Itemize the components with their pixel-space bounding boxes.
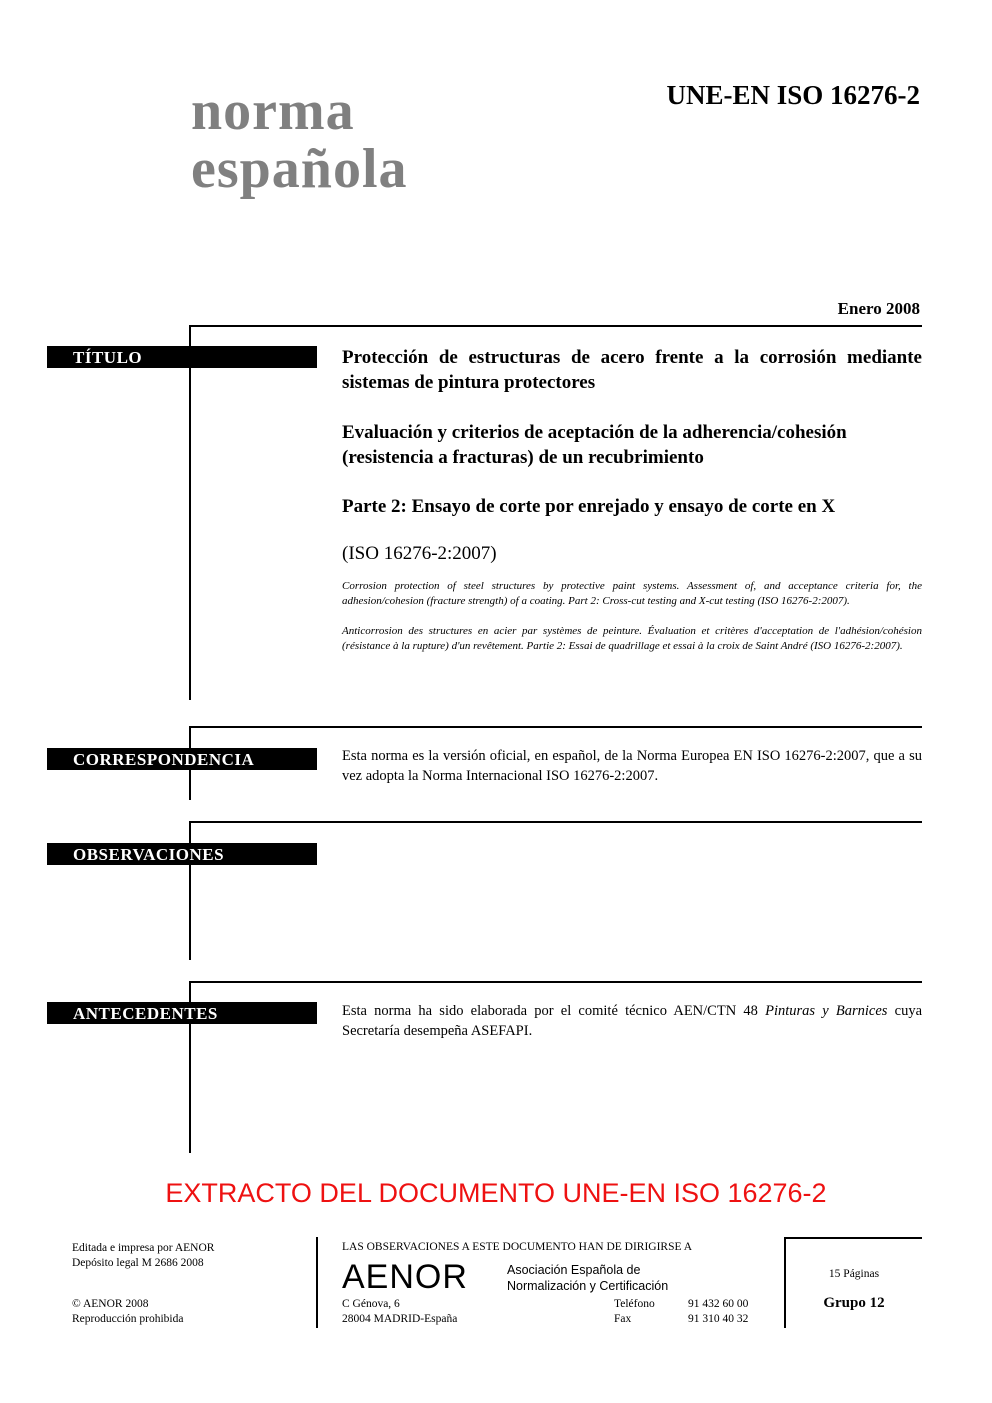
footer-copyright-block bbox=[72, 1297, 183, 1327]
antecedentes-text-end: cuya Secretaría desempeña ASEFAPI. bbox=[342, 1003, 923, 1039]
title-part: Parte 2: Ensayo de corte por enrejado y ensayo de corte en X bbox=[342, 496, 836, 517]
fax-number: 91 310 40 32 bbox=[688, 1313, 749, 1325]
page-count: 15 Páginas bbox=[828, 1268, 880, 1280]
brand-line-1: norma bbox=[191, 80, 355, 142]
aenor-address bbox=[342, 1297, 457, 1327]
extract-notice: EXTRACTO DEL DOCUMENTO UNE-EN ISO 16276-2 bbox=[165, 1178, 827, 1208]
aenor-full-name bbox=[507, 1262, 668, 1294]
title-sub: Evaluación y criterios de aceptación de la adherencia/cohesión (resistencia a fracturas) de un recubrimiento bbox=[342, 422, 847, 468]
section-rule-titulo bbox=[189, 325, 191, 700]
brand-wordmark bbox=[191, 82, 408, 198]
section-divider-correspondencia bbox=[189, 726, 922, 728]
footer-legal-deposit: Depósito legal M 2686 2008 bbox=[72, 1257, 204, 1269]
section-divider-observaciones bbox=[189, 821, 922, 823]
aenor-street: C Génova, 6 bbox=[342, 1298, 400, 1310]
footer-separator-left bbox=[316, 1237, 318, 1328]
section-label-correspondencia: CORRESPONDENCIA bbox=[47, 748, 317, 770]
section-rule-observaciones bbox=[189, 821, 191, 960]
antecedentes-text bbox=[342, 1001, 922, 1041]
title-block bbox=[342, 345, 922, 654]
footer-reproduction: Reproducción prohibida bbox=[72, 1313, 184, 1325]
publication-date: Enero 2008 bbox=[837, 299, 920, 318]
aenor-name-line-1: Asociación Española de bbox=[507, 1263, 641, 1277]
aenor-logo: AENOR bbox=[342, 1258, 468, 1296]
footer-box-left bbox=[784, 1237, 786, 1328]
section-label-titulo: TÍTULO bbox=[47, 346, 317, 368]
title-main: Protección de estructuras de acero frente a la corrosión mediante sistemas de pintura protectores bbox=[342, 347, 922, 393]
section-label-antecedentes: ANTECEDENTES bbox=[47, 1002, 317, 1024]
brand-line-2: española bbox=[191, 138, 408, 200]
footer-observations-address: LAS OBSERVACIONES A ESTE DOCUMENTO HAN DE DIRIGIRSE A bbox=[342, 1241, 693, 1253]
section-divider-titulo bbox=[189, 325, 922, 327]
english-title: Corrosion protection of steel structures by protective paint systems. Assessment of, and acceptance criteria for, the adhesion/cohesion (fracture strength) of a coating. Part 2: Cross-cut testing and X-cut testing (ISO 16276-2:2007). bbox=[342, 580, 922, 607]
section-label-observaciones: OBSERVACIONES bbox=[47, 843, 317, 865]
footer-edited-by: Editada e impresa por AENOR bbox=[72, 1242, 215, 1254]
footer-copyright: © AENOR 2008 bbox=[72, 1298, 149, 1310]
french-title: Anticorrosion des structures en acier par systèmes de peinture. Évaluation et critères d'acceptation de l'adhésion/cohésion (résistance à la rupture) d'un revêtement. Partie 2: Essai de quadrillage et essai à la croix de Saint André (ISO 16276-2:2007). bbox=[342, 625, 922, 652]
correspondencia-text: Esta norma es la versión oficial, en español, de la Norma Europea EN ISO 16276-2:2007, que a su vez adopta la Norma Internacional ISO 16276-2:2007. bbox=[342, 748, 922, 784]
aenor-city: 28004 MADRID-España bbox=[342, 1313, 458, 1325]
footer-edition bbox=[72, 1241, 214, 1271]
phone-label: Teléfono bbox=[614, 1298, 655, 1310]
committee-name: Pinturas y Barnices bbox=[765, 1003, 888, 1019]
standard-code: UNE-EN ISO 16276-2 bbox=[666, 80, 920, 110]
contact-labels bbox=[614, 1297, 655, 1327]
fax-label: Fax bbox=[614, 1313, 632, 1325]
iso-reference: (ISO 16276-2:2007) bbox=[342, 543, 497, 564]
aenor-name-line-2: Normalización y Certificación bbox=[507, 1279, 669, 1293]
price-group: Grupo 12 bbox=[823, 1295, 885, 1311]
antecedentes-text-start: Esta norma ha sido elaborada por el comité técnico AEN/CTN 48 bbox=[342, 1003, 766, 1019]
phone-number: 91 432 60 00 bbox=[688, 1298, 749, 1310]
section-divider-antecedentes bbox=[189, 981, 922, 983]
contact-numbers bbox=[688, 1297, 748, 1327]
footer-box-top bbox=[784, 1237, 922, 1239]
